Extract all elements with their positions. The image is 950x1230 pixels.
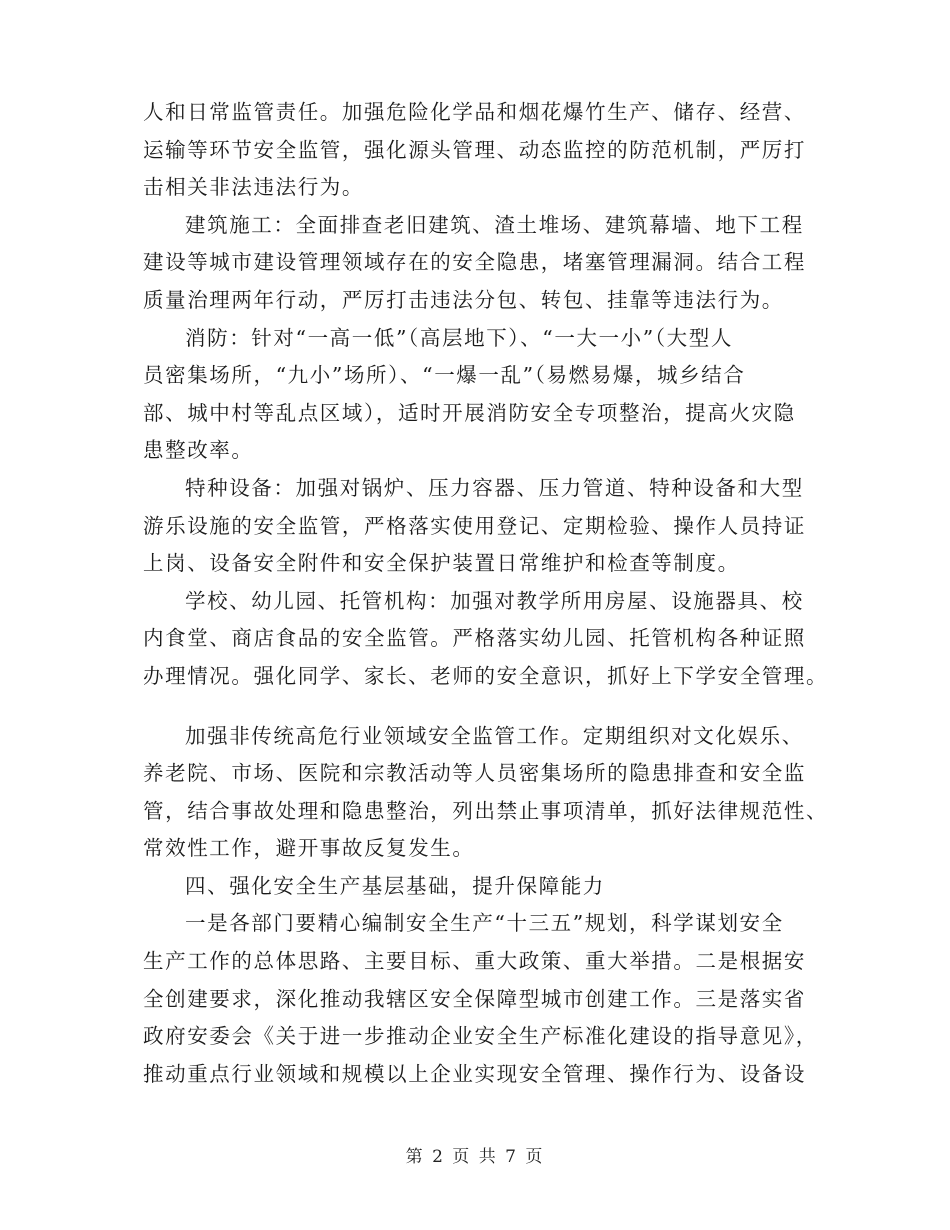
text-line: 全创建要求，深化推动我辖区安全保障型城市创建工作。三是落实省 — [143, 986, 806, 1011]
paragraph-construction: 建筑施工：全面排查老旧建筑、渣土堆场、建筑幕墙、地下工程 — [185, 212, 804, 237]
text-line: 政府安委会《关于进一步推动企业安全生产标准化建设的指导意见》， — [143, 1024, 818, 1049]
text-line: 管，结合事故处理和隐患整治，列出禁止事项清单，抓好法律规范性、 — [143, 798, 829, 823]
text-line: 常效性工作，避开事故反复发生。 — [143, 836, 475, 861]
text-line: 击相关非法违法行为。 — [143, 175, 364, 200]
text-line: 游乐设施的安全监管，严格落实使用登记、定期检验、操作人员持证 — [143, 513, 806, 538]
text-line: 内食堂、商店食品的安全监管。严格落实幼儿园、托管机构各种证照 — [143, 626, 806, 651]
text-line: 人和日常监管责任。加强危险化学品和烟花爆竹生产、储存、经营、 — [143, 100, 806, 124]
page-number-footer: 第 2 页 共 7 页 — [405, 1147, 545, 1167]
text-line: 质量治理两年行动，严厉打击违法分包、转包、挂靠等违法行为。 — [143, 287, 784, 312]
paragraph-fire-safety: 消防：针对“一高一低”（高层地下）、“一大一小”（大型人 — [185, 325, 733, 350]
paragraph-schools: 学校、幼儿园、托管机构：加强对教学所用房屋、设施器具、校 — [185, 588, 804, 613]
document-body — [143, 94, 829, 1093]
text-line: 建设等城市建设管理领域存在的安全隐患，堵塞管理漏洞。结合工程 — [143, 250, 806, 275]
text-line: 上岗、设备安全附件和安全保护装置日常维护和检查等制度。 — [143, 551, 740, 576]
text-line: 员密集场所，“九小”场所）、“一爆一乱”（易燃易爆，城乡结合 — [143, 363, 746, 388]
section-heading: 四、强化安全生产基层基础，提升保障能力 — [185, 873, 605, 898]
text-line: 部、城中村等乱点区域），适时开展消防安全专项整治，提高火灾隐 — [143, 400, 796, 425]
text-line: 办理情况。强化同学、家长、老师的安全意识，抓好上下学安全管理。 — [143, 663, 829, 688]
text-line: 养老院、市场、医院和宗教活动等人员密集场所的隐患排查和安全监 — [143, 761, 806, 786]
paragraph-gap — [143, 696, 813, 718]
paragraph-measures: 一是各部门要精心编制安全生产“十三五”规划，科学谋划安全 — [185, 911, 784, 936]
text-line: 运输等环节安全监管，强化源头管理、动态监控的防范机制，严厉打 — [143, 137, 806, 162]
text-line: 推动重点行业领域和规模以上企业实现安全管理、操作行为、设备设 — [143, 1061, 806, 1086]
text-line: 生产工作的总体思路、主要目标、重大政策、重大举措。二是根据安 — [143, 949, 806, 974]
text-line: 患整改率。 — [143, 438, 254, 463]
paragraph-non-traditional: 加强非传统高危行业领域安全监管工作。定期组织对文化娱乐、 — [185, 723, 804, 748]
paragraph-special-equipment: 特种设备：加强对锅炉、压力容器、压力管道、特种设备和大型 — [185, 475, 804, 500]
